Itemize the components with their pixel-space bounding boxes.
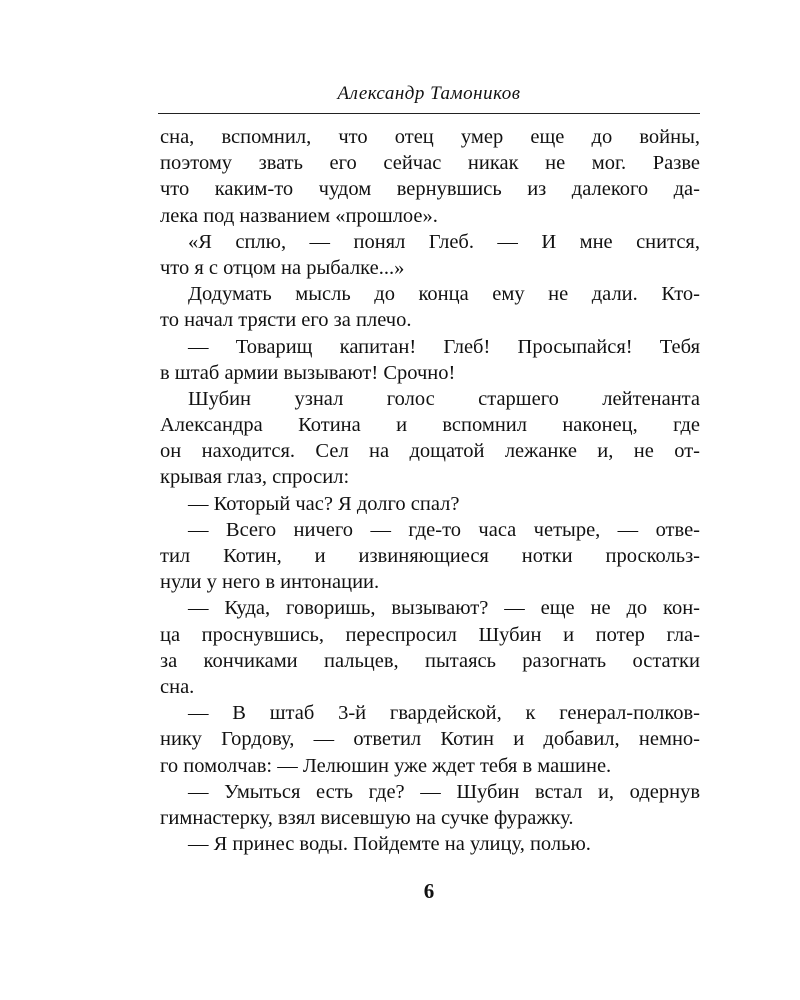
- text-line: — Который час? Я долго спал?: [188, 492, 460, 515]
- text-line: Шубин узнал голос старшего лейтенанта: [188, 387, 700, 410]
- text-line: — Я принес воды. Пойдемте на улицу, полью.: [188, 833, 591, 856]
- text-line: за кончиками пальцев, пытаясь разогнать остатки: [160, 649, 700, 672]
- text-line: лека под названием «прошлое».: [160, 204, 438, 227]
- text-line: он находится. Сел на дощатой лежанке и, не от-: [160, 440, 700, 463]
- text-line: Александра Котина и вспомнил наконец, где: [160, 414, 700, 437]
- text-line: сна, вспомнил, что отец умер еще до войны,: [160, 126, 700, 148]
- text-line: Додумать мысль до конца ему не дали. Кто-: [188, 283, 700, 306]
- text-line: ца проснувшись, переспросил Шубин и потер гла-: [160, 623, 700, 646]
- text-line: что я с отцом на рыбалке...»: [160, 256, 405, 279]
- text-line: го помолчав: — Лелюшин уже ждет тебя в машине.: [160, 754, 612, 777]
- text-line: крывая глаз, спросил:: [160, 466, 350, 489]
- text-line: — Куда, говоришь, вызывают? — еще не до кон-: [188, 597, 700, 620]
- text-line: гимнастерку, взял висевшую на сучке фуражку.: [160, 806, 574, 829]
- text-line: «Я сплю, — понял Глеб. — И мне снится,: [188, 230, 700, 253]
- text-line: — Товарищ капитан! Глеб! Просыпайся! Тебя: [188, 335, 700, 358]
- header-rule: [158, 113, 700, 114]
- text-line: то начал трясти его за плечо.: [160, 309, 412, 332]
- body-text: [160, 124, 700, 857]
- text-line: нику Гордову, — ответил Котин и добавил, немно-: [160, 728, 700, 751]
- text-line: тил Котин, и извиняющиеся нотки проскольз-: [160, 545, 700, 567]
- text-line: в штаб армии вызывают! Срочно!: [160, 361, 456, 384]
- text-line: что каким-то чудом вернувшись из далекого да-: [160, 178, 700, 201]
- text-line: нули у него в интонации.: [160, 571, 380, 594]
- text-line: — Всего ничего — где-то часа четыре, — отве-: [188, 518, 700, 541]
- text-line: — Умыться есть где? — Шубин встал и, одернув: [188, 780, 700, 803]
- running-head-author: Александр Тамоников: [337, 83, 521, 104]
- text-line: поэтому звать его сейчас никак не мог. Разве: [160, 152, 700, 175]
- text-line: сна.: [160, 675, 195, 698]
- text-line: — В штаб 3-й гвардейской, к генерал-полков-: [188, 702, 700, 725]
- page-number: 6: [423, 879, 435, 903]
